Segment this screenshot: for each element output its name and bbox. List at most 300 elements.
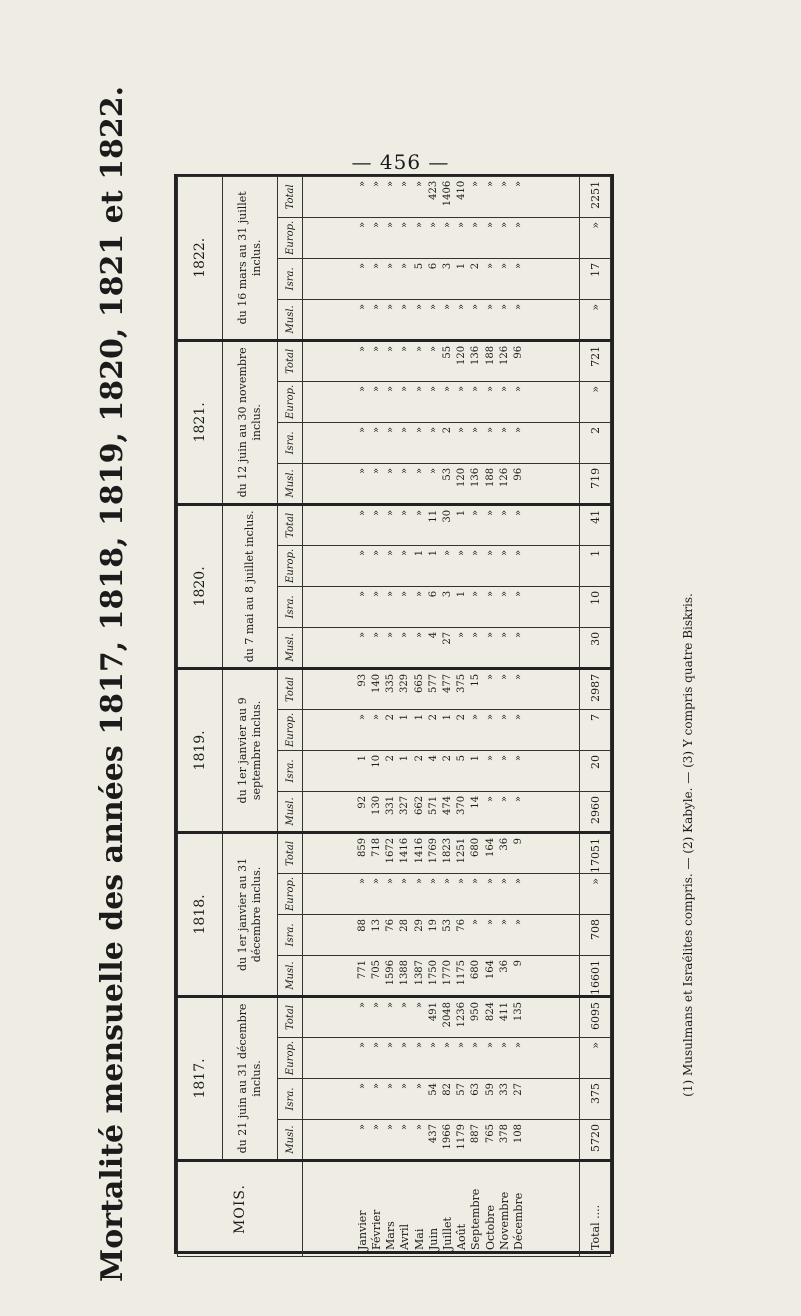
data-cell: »	[413, 1083, 425, 1090]
sub-header: Europ.	[278, 873, 303, 914]
data-cell: 9	[513, 959, 525, 967]
period-header: du 1er janvier au 9 septembre inclus.	[223, 668, 278, 832]
data-column	[303, 1120, 580, 1161]
sub-header: Isra.	[278, 1079, 303, 1120]
sub-header: Total	[278, 340, 303, 381]
data-cell: »	[399, 1001, 411, 1009]
table-rotation	[177, 177, 617, 1257]
data-cell: »	[413, 467, 425, 474]
data-cell: 1966	[442, 1124, 453, 1150]
data-cell: 6	[427, 590, 439, 598]
data-cell: »	[498, 795, 510, 803]
data-cell: »	[427, 385, 439, 392]
data-cell: »	[484, 918, 496, 926]
data-cell: »	[470, 221, 482, 228]
data-cell: 1175	[456, 959, 468, 986]
data-cell: 30	[442, 509, 453, 523]
data-cell: »	[356, 509, 368, 516]
data-cell: »	[370, 590, 382, 598]
data-cell: »	[456, 549, 468, 557]
data-cell: 2	[385, 713, 397, 721]
data-cell: »	[399, 1083, 411, 1090]
data-cell: 1	[413, 549, 425, 557]
year-header: 1818.	[178, 832, 223, 996]
data-cell: »	[456, 426, 468, 433]
data-column	[303, 668, 580, 709]
month-label: Octobre	[483, 1204, 497, 1250]
data-cell: 1596	[385, 959, 397, 986]
total-cell: 17	[580, 258, 611, 299]
total-cell: 41	[580, 504, 611, 545]
data-cell: 164	[484, 837, 496, 858]
data-column	[303, 750, 580, 791]
period-header: du 21 juin au 31 décembre inclus.	[223, 996, 278, 1160]
data-cell: 887	[470, 1124, 482, 1144]
data-cell: 2	[442, 426, 453, 434]
data-cell: 491	[427, 1001, 439, 1022]
data-cell: 718	[370, 837, 382, 858]
data-cell: »	[484, 795, 496, 803]
data-column	[303, 1038, 580, 1079]
data-cell: »	[513, 673, 525, 681]
data-cell: 1770	[442, 959, 453, 986]
data-cell: »	[413, 1042, 425, 1049]
data-cell: »	[513, 549, 525, 557]
data-cell: 423	[427, 180, 439, 200]
data-cell: 662	[413, 795, 425, 816]
data-cell: 1	[399, 754, 411, 762]
month-label: Août	[455, 1223, 469, 1250]
data-cell: »	[399, 262, 411, 269]
data-cell: »	[513, 1042, 525, 1049]
sub-header: Musl.	[278, 955, 303, 996]
data-cell: »	[399, 1042, 411, 1049]
data-cell: »	[356, 877, 368, 885]
data-cell: 1179	[456, 1124, 468, 1150]
year-header: 1822.	[178, 176, 223, 340]
total-cell: 16601	[580, 955, 611, 996]
data-cell: »	[413, 590, 425, 598]
data-cell: 1	[399, 713, 411, 721]
data-cell: »	[356, 1124, 368, 1131]
data-cell: »	[370, 1124, 382, 1131]
data-cell: 6	[427, 262, 439, 270]
data-cell: »	[385, 1042, 397, 1049]
data-cell: 378	[498, 1124, 510, 1144]
data-cell: 1823	[442, 837, 453, 864]
data-cell: 329	[399, 673, 411, 693]
data-column	[303, 955, 580, 996]
data-cell: 140	[370, 673, 382, 693]
total-cell: 719	[580, 463, 611, 504]
sub-header: Isra.	[278, 750, 303, 791]
data-cell: »	[498, 918, 510, 926]
month-label: Mars	[384, 1221, 398, 1250]
data-cell: 120	[456, 345, 468, 365]
data-cell: »	[356, 180, 368, 187]
sub-header: Europ.	[278, 545, 303, 586]
total-cell: 10	[580, 586, 611, 627]
data-cell: »	[484, 180, 496, 187]
data-cell: 1	[456, 509, 468, 517]
data-column	[303, 791, 580, 832]
data-cell: »	[427, 303, 439, 310]
data-cell: 5	[456, 754, 468, 762]
data-cell: 164	[484, 959, 496, 980]
data-cell: »	[513, 221, 525, 228]
data-cell: »	[385, 221, 397, 228]
page-number: — 456 —	[351, 150, 450, 174]
data-cell: »	[484, 1042, 496, 1049]
data-cell: »	[399, 385, 411, 392]
data-column	[303, 504, 580, 545]
data-cell: »	[442, 385, 453, 392]
data-cell: 1672	[385, 837, 397, 864]
month-label: Mai	[412, 1228, 426, 1250]
data-cell: »	[399, 549, 411, 557]
data-cell: 1	[456, 590, 468, 598]
data-cell: »	[442, 1042, 453, 1049]
data-cell: »	[498, 426, 510, 433]
data-cell: 1416	[413, 837, 425, 864]
data-cell: 375	[456, 673, 468, 693]
data-column	[303, 258, 580, 299]
data-cell: 2	[385, 754, 397, 762]
data-cell: »	[385, 262, 397, 269]
data-cell: 76	[385, 918, 397, 932]
sub-header: Musl.	[278, 627, 303, 668]
data-cell: 680	[470, 837, 482, 858]
data-cell: 331	[385, 795, 397, 816]
data-cell: 76	[456, 918, 468, 932]
data-cell: »	[356, 385, 368, 392]
data-column	[303, 832, 580, 873]
data-cell: »	[370, 385, 382, 392]
data-cell: 410	[456, 180, 468, 200]
total-cell: 2987	[580, 668, 611, 709]
month-label: Juin	[426, 1227, 440, 1250]
data-cell: »	[498, 631, 510, 639]
footnote: (1) Musulmans et Israélites compris. — (2) Kabyle. — (3) Y compris quatre Biskris.	[681, 593, 695, 1097]
data-cell: »	[442, 549, 453, 557]
data-cell: 63	[470, 1083, 482, 1096]
data-cell: 9	[513, 837, 525, 845]
sub-header: Musl.	[278, 791, 303, 832]
data-cell: 11	[427, 509, 439, 523]
data-cell: »	[427, 467, 439, 474]
period-header: du 1er janvier au 31 décembre inclus.	[223, 832, 278, 996]
data-cell: »	[470, 180, 482, 187]
data-cell: »	[513, 754, 525, 762]
data-cell: 136	[470, 467, 482, 487]
sub-header: Isra.	[278, 914, 303, 955]
data-cell: »	[470, 918, 482, 926]
data-cell: 477	[442, 673, 453, 693]
data-cell: 96	[513, 467, 525, 481]
sub-header: Europ.	[278, 381, 303, 422]
data-cell: 859	[356, 837, 368, 858]
data-cell: »	[427, 1042, 439, 1049]
data-cell: »	[498, 713, 510, 721]
data-cell: »	[470, 385, 482, 392]
data-cell: »	[413, 1124, 425, 1131]
data-cell: »	[385, 345, 397, 352]
data-cell: »	[385, 590, 397, 598]
data-cell: 19	[427, 918, 439, 932]
data-cell: 2048	[442, 1001, 453, 1028]
data-column	[303, 627, 580, 668]
data-cell: 54	[427, 1083, 439, 1096]
sub-header: Musl.	[278, 1120, 303, 1161]
data-cell: 771	[356, 959, 368, 980]
data-cell: 1	[427, 549, 439, 557]
page-title: Mortalité mensuelle des années 1817, 1818, 1819, 1820, 1821 et 1822.	[94, 85, 130, 1283]
total-cell: 1	[580, 545, 611, 586]
data-cell: »	[399, 467, 411, 474]
data-cell: 1236	[456, 1001, 468, 1028]
data-cell: »	[427, 426, 439, 433]
data-cell: »	[413, 426, 425, 433]
data-cell: »	[356, 221, 368, 228]
data-cell: »	[442, 221, 453, 228]
data-cell: »	[484, 631, 496, 639]
data-cell: »	[356, 631, 368, 639]
data-cell: 92	[356, 795, 368, 809]
sub-header: Total	[278, 176, 303, 217]
data-column	[303, 381, 580, 422]
data-cell: »	[456, 1042, 468, 1049]
data-cell: »	[370, 713, 382, 721]
data-cell: »	[484, 549, 496, 557]
data-cell: 370	[456, 795, 468, 816]
data-cell: »	[470, 631, 482, 639]
data-cell: »	[399, 1124, 411, 1131]
sub-header: Total	[278, 668, 303, 709]
sub-header: Total	[278, 832, 303, 873]
data-cell: »	[385, 1083, 397, 1090]
total-label: Total ....	[580, 1161, 611, 1257]
data-cell: 4	[427, 754, 439, 762]
data-cell: 335	[385, 673, 397, 693]
data-cell: »	[370, 221, 382, 228]
data-cell: 27	[442, 631, 453, 645]
data-cell: »	[470, 877, 482, 885]
data-cell: 13	[370, 918, 382, 932]
sub-header: Total	[278, 504, 303, 545]
data-cell: »	[498, 303, 510, 310]
total-cell: »	[580, 1038, 611, 1079]
data-cell: »	[498, 385, 510, 392]
data-cell: »	[513, 877, 525, 885]
data-cell: 82	[442, 1083, 453, 1096]
data-cell: 1416	[399, 837, 411, 864]
data-cell: 2	[456, 713, 468, 721]
data-cell: »	[513, 426, 525, 433]
data-column	[303, 1079, 580, 1120]
data-cell: 1	[356, 754, 368, 762]
data-cell: »	[356, 549, 368, 557]
total-cell: 6095	[580, 996, 611, 1037]
data-cell: 126	[498, 345, 510, 365]
data-cell: »	[442, 877, 453, 885]
data-cell: »	[513, 713, 525, 721]
data-cell: »	[399, 590, 411, 598]
data-cell: »	[399, 631, 411, 639]
data-column	[303, 299, 580, 340]
data-cell: »	[484, 262, 496, 269]
data-cell: »	[513, 631, 525, 639]
data-cell: 2	[413, 754, 425, 762]
total-cell: 7	[580, 709, 611, 750]
period-header: du 16 mars au 31 juillet inclus.	[223, 176, 278, 340]
data-column	[303, 176, 580, 217]
data-cell: 10	[370, 754, 382, 768]
data-cell: »	[413, 221, 425, 228]
data-cell: 28	[399, 918, 411, 932]
data-cell: »	[356, 1083, 368, 1090]
data-cell: 108	[513, 1124, 525, 1144]
data-cell: »	[385, 631, 397, 639]
data-cell: »	[484, 303, 496, 310]
data-cell: »	[513, 918, 525, 926]
data-cell: 665	[413, 673, 425, 693]
data-cell: 93	[356, 673, 368, 687]
data-cell: »	[385, 549, 397, 557]
data-cell: 57	[456, 1083, 468, 1096]
data-cell: »	[370, 549, 382, 557]
data-cell: 1	[442, 713, 453, 721]
data-cell: 474	[442, 795, 453, 816]
data-cell: »	[513, 509, 525, 516]
data-cell: 15	[470, 673, 482, 687]
data-cell: »	[370, 345, 382, 352]
data-cell: 571	[427, 795, 439, 816]
total-cell: 17051	[580, 832, 611, 873]
data-cell: 1388	[399, 959, 411, 986]
data-cell: »	[370, 426, 382, 433]
sub-header: Europ.	[278, 709, 303, 750]
data-cell: »	[370, 467, 382, 474]
sub-header: Isra.	[278, 422, 303, 463]
data-cell: 53	[442, 467, 453, 481]
total-cell: 2	[580, 422, 611, 463]
sub-header: Isra.	[278, 586, 303, 627]
data-cell: 130	[370, 795, 382, 816]
data-cell: »	[456, 631, 468, 639]
data-cell: »	[385, 385, 397, 392]
sub-header: Isra.	[278, 258, 303, 299]
data-cell: »	[484, 221, 496, 228]
data-cell: »	[484, 713, 496, 721]
data-cell: »	[427, 221, 439, 228]
data-cell: »	[427, 877, 439, 885]
period-header: du 12 juin au 30 novembre inclus.	[223, 340, 278, 504]
data-cell: »	[498, 509, 510, 516]
data-cell: 577	[427, 673, 439, 693]
data-cell: »	[370, 262, 382, 269]
sub-header: Europ.	[278, 1038, 303, 1079]
data-cell: »	[484, 877, 496, 885]
data-column	[303, 914, 580, 955]
data-cell: »	[456, 303, 468, 310]
data-cell: 1	[413, 713, 425, 721]
data-column	[303, 463, 580, 504]
total-cell: »	[580, 873, 611, 914]
data-cell: »	[413, 385, 425, 392]
data-cell: »	[356, 426, 368, 433]
data-cell: 4	[427, 631, 439, 639]
data-cell: »	[385, 467, 397, 474]
data-cell: »	[484, 426, 496, 433]
data-column	[303, 217, 580, 258]
total-cell: 375	[580, 1079, 611, 1120]
data-cell: »	[498, 877, 510, 885]
data-cell: »	[399, 509, 411, 516]
data-cell: »	[498, 673, 510, 681]
data-cell: 1251	[456, 837, 468, 864]
data-cell: »	[399, 345, 411, 352]
data-cell: 88	[356, 918, 368, 932]
data-cell: 824	[484, 1001, 496, 1022]
month-list	[303, 1161, 580, 1257]
data-cell: 705	[370, 959, 382, 980]
data-cell: »	[456, 877, 468, 885]
data-cell: 437	[427, 1124, 439, 1144]
data-cell: »	[484, 385, 496, 392]
total-cell: 721	[580, 340, 611, 381]
data-cell: 327	[399, 795, 411, 816]
year-header: 1820.	[178, 504, 223, 668]
data-cell: »	[442, 303, 453, 310]
data-cell: »	[498, 590, 510, 598]
data-cell: 3	[442, 590, 453, 598]
data-cell: 765	[484, 1124, 496, 1144]
data-cell: 126	[498, 467, 510, 487]
data-cell: »	[385, 1124, 397, 1131]
data-cell: 5	[413, 262, 425, 270]
data-cell: »	[356, 713, 368, 721]
data-cell: »	[427, 345, 439, 352]
data-cell: »	[370, 1042, 382, 1049]
data-cell: »	[356, 262, 368, 269]
mortality-table	[177, 176, 611, 1257]
data-column	[303, 873, 580, 914]
data-cell: »	[513, 180, 525, 187]
data-cell: »	[413, 303, 425, 310]
data-cell: 1769	[427, 837, 439, 864]
total-cell: 30	[580, 627, 611, 668]
data-cell: »	[370, 1001, 382, 1009]
data-cell: »	[399, 303, 411, 310]
month-label: Septembre	[469, 1188, 483, 1250]
data-cell: »	[356, 467, 368, 474]
year-header: 1819.	[178, 668, 223, 832]
data-cell: »	[484, 673, 496, 681]
month-label: Décembre	[512, 1192, 526, 1250]
data-cell: 135	[513, 1001, 525, 1022]
data-cell: »	[498, 221, 510, 228]
data-cell: »	[498, 549, 510, 557]
data-cell: 1387	[413, 959, 425, 986]
data-cell: 27	[513, 1083, 525, 1096]
data-cell: »	[385, 303, 397, 310]
data-cell: »	[456, 385, 468, 392]
data-cell: 36	[498, 959, 510, 973]
total-cell: 5720	[580, 1120, 611, 1161]
data-cell: »	[399, 221, 411, 228]
data-column	[303, 709, 580, 750]
data-cell: »	[356, 1001, 368, 1009]
